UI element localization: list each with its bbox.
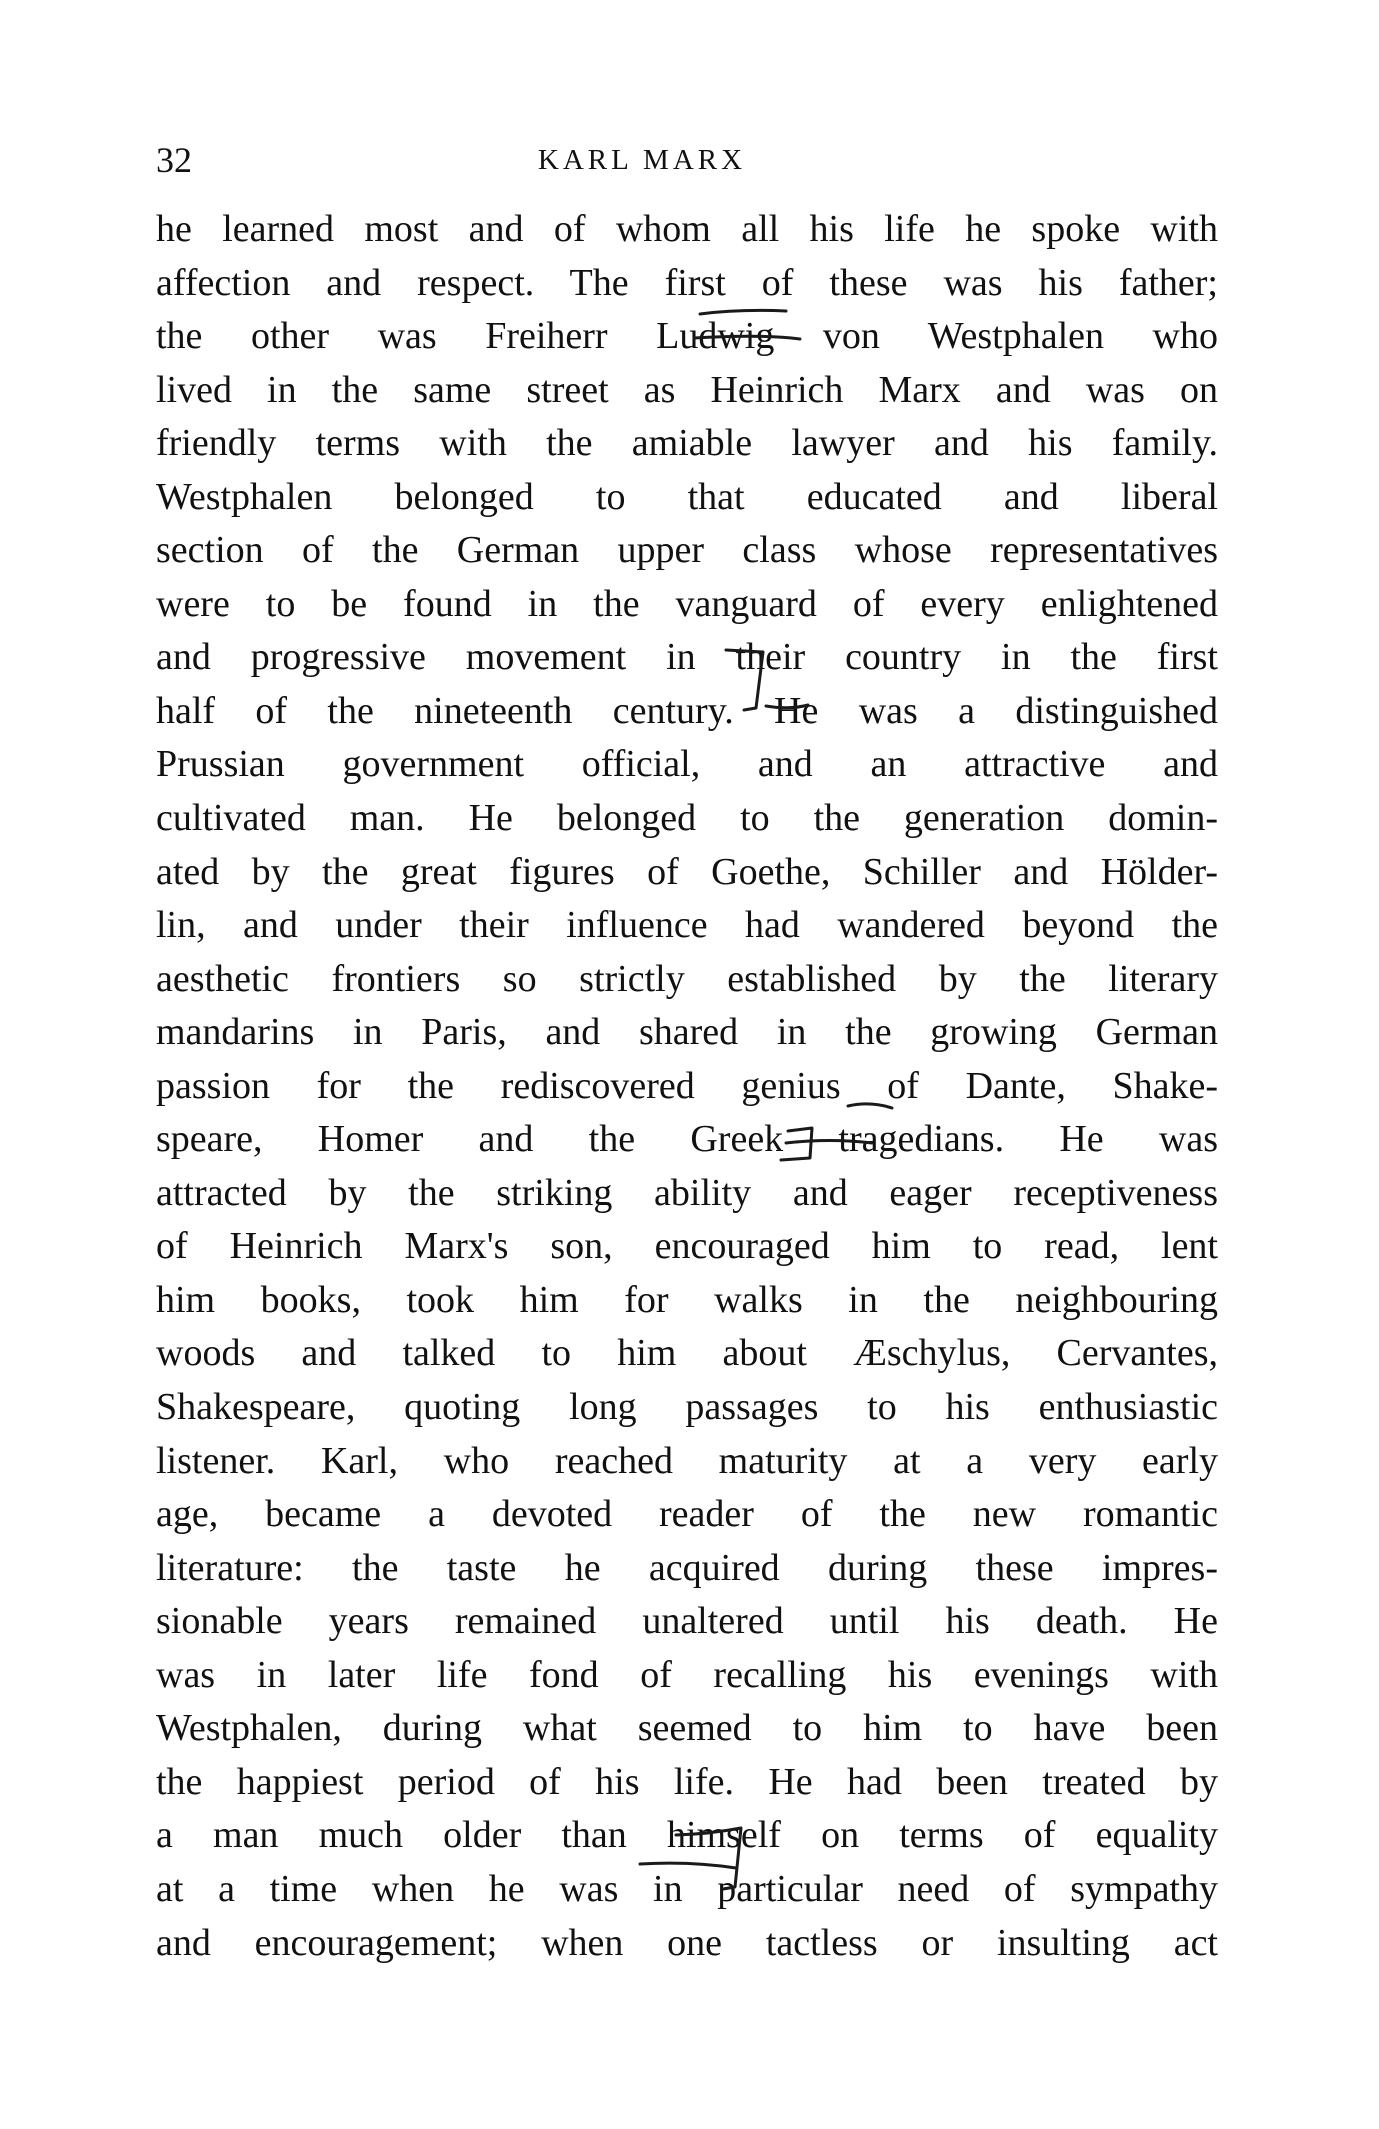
text-line: literature: the taste he acquired during these impres- <box>156 1546 1218 1589</box>
text-line: a man much older than himself on terms of equality <box>156 1814 1218 1857</box>
text-line: at a time when he was in particular need of sympathy <box>156 1867 1218 1910</box>
running-head: KARL MARX <box>537 144 747 176</box>
text-line: attracted by the striking ability and eager receptiveness <box>156 1171 1218 1214</box>
text-line: listener. Karl, who reached maturity at a very early <box>156 1439 1218 1482</box>
body-text <box>156 203 1218 1970</box>
page-header <box>156 138 1216 182</box>
text-line: the other was Freiherr Ludwig von Westphalen who <box>156 315 1218 358</box>
text-line: of Heinrich Marx's son, encouraged him to read, lent <box>156 1225 1218 1268</box>
text-line: affection and respect. The first of these was his father; <box>156 261 1218 304</box>
text-line: were to be found in the vanguard of every enlightened <box>156 582 1218 625</box>
text-line: cultivated man. He belonged to the generation domin- <box>156 797 1218 840</box>
text-line: was in later life fond of recalling his evenings with <box>156 1653 1218 1696</box>
text-line: Shakespeare, quoting long passages to his enthusiastic <box>156 1386 1218 1429</box>
text-line: aesthetic frontiers so strictly established by the literary <box>156 957 1218 1000</box>
text-line: and encouragement; when one tactless or insulting act <box>156 1921 1218 1964</box>
text-line: friendly terms with the amiable lawyer and his family. <box>156 422 1218 465</box>
text-line: Westphalen belonged to that educated and liberal <box>156 475 1218 518</box>
text-line: speare, Homer and the Greek tragedians. He was <box>156 1118 1218 1161</box>
text-line: and progressive movement in their country in the first <box>156 636 1218 679</box>
text-line: woods and talked to him about Æschylus, Cervantes, <box>156 1332 1218 1375</box>
text-line: ated by the great figures of Goethe, Schiller and Hölder- <box>156 850 1218 893</box>
text-line: half of the nineteenth century. He was a distinguished <box>156 689 1218 732</box>
text-line: him books, took him for walks in the neighbouring <box>156 1278 1218 1321</box>
text-line: lived in the same street as Heinrich Marx and was on <box>156 368 1218 411</box>
text-line: passion for the rediscovered genius of Dante, Shake- <box>156 1064 1218 1107</box>
text-line: he learned most and of whom all his life he spoke with <box>156 208 1218 250</box>
text-line: mandarins in Paris, and shared in the growing German <box>156 1011 1218 1054</box>
text-line: sionable years remained unaltered until his death. He <box>156 1600 1218 1643</box>
text-line: Westphalen, during what seemed to him to have been <box>156 1707 1218 1750</box>
text-line: section of the German upper class whose representatives <box>156 529 1218 572</box>
text-line: the happiest period of his life. He had been treated by <box>156 1760 1218 1803</box>
text-line: age, became a devoted reader of the new romantic <box>156 1493 1218 1536</box>
page-number: 32 <box>156 140 192 180</box>
text-line: lin, and under their influence had wandered beyond the <box>156 904 1218 947</box>
text-line: Prussian government official, and an attractive and <box>156 743 1218 786</box>
